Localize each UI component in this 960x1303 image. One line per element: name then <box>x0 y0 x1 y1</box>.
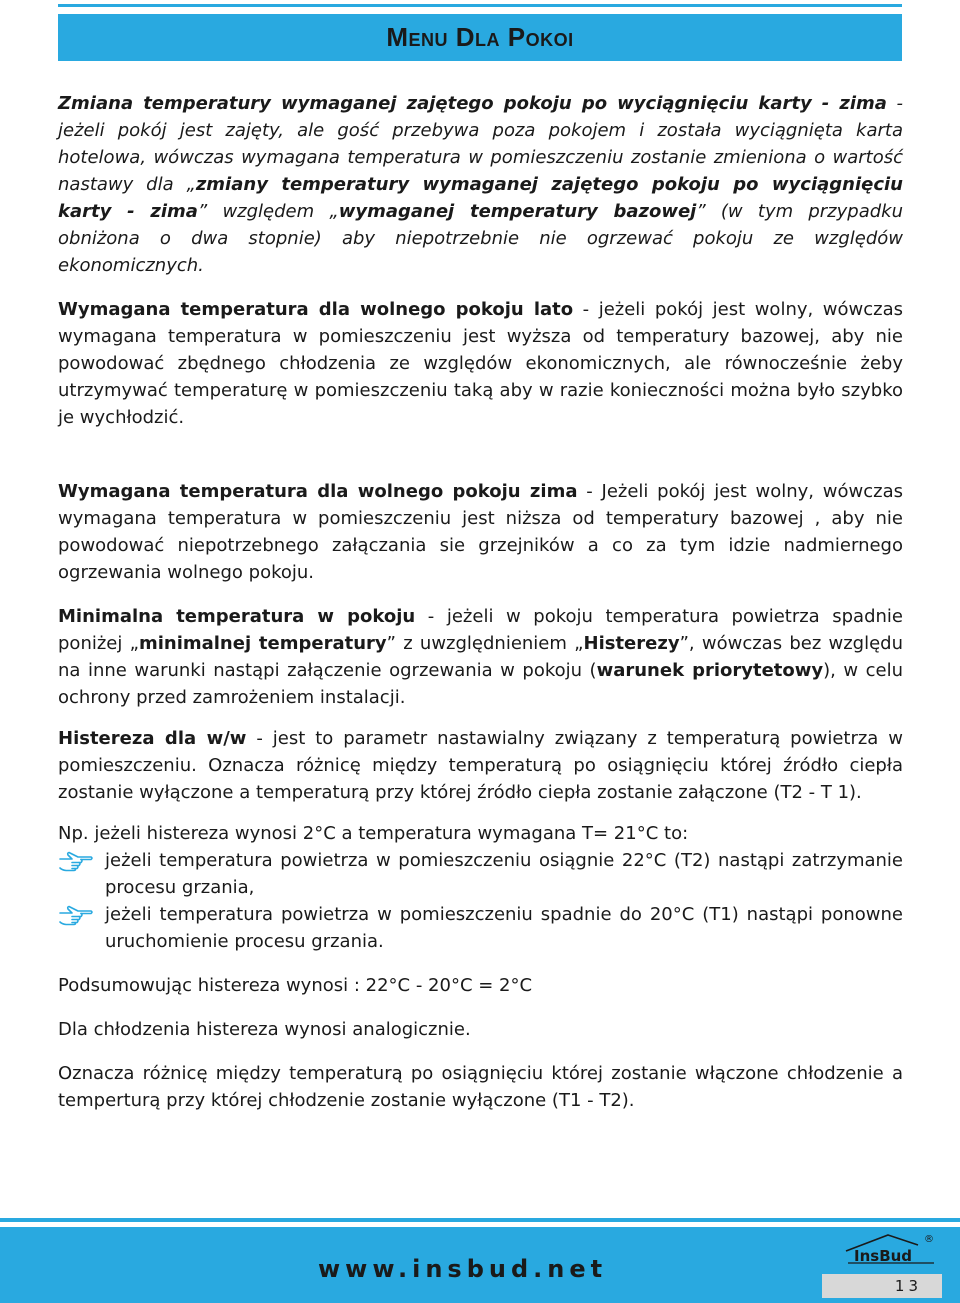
page-title: Menu Dla Pokoi <box>386 22 574 52</box>
page-number-box <box>822 1274 942 1298</box>
text: ” z uwzględnieniem „ <box>386 633 584 654</box>
title-bar <box>58 14 902 61</box>
term: Histerezy <box>583 633 680 654</box>
term: Wymagana temperatura dla wolnego pokoju zima <box>58 481 578 502</box>
text: - Jeżeli pokój jest wolny, wówczas wymagana temperatura w pomieszczeniu jest niższa od temperatury bazowej , aby nie powodować niepotrzebnego załączania sie grzejników a co za tym idzie nadmiernego ogrzewania wolnego pokoju. <box>58 481 903 583</box>
text: - jeżeli pokój jest wolny, wówczas wymagana temperatura w pomieszczeniu jest wyższa od temperatury bazowej, aby nie powodować zbędnego chłodzenia ze względów ekonomicznych, ale równocześnie żeby utrzymywać temperaturę w pomieszczeniu taką aby w razie konieczności można było szybko je wychłodzić. <box>58 299 903 428</box>
paragraph-min-temperature <box>58 603 903 711</box>
text: ” (w tym przypadku obniżona o dwa stopnie) aby niepotrzebnie nie ogrzewać pokoju ze względów ekonomicznych. <box>58 201 903 276</box>
bullet-item <box>58 847 903 901</box>
term: wymaganej temperatury bazowej <box>338 201 697 222</box>
footer-bar <box>0 1227 960 1303</box>
paragraph-free-winter <box>58 478 903 586</box>
paragraph-cooling-definition: Oznacza różnicę między temperaturą po osiągnięciu której zostanie włączone chłodzenie a temperturą przy której chłodzenie zostanie wyłączone (T1 - T2). <box>58 1063 903 1111</box>
paragraph-occupied-winter <box>58 90 903 279</box>
pointing-hand-icon <box>58 901 105 928</box>
text: ”, wówczas bez względu na inne warunki nastąpi załączenie ogrzewania w pokoju ( <box>58 633 904 681</box>
paragraph-free-summer <box>58 296 903 431</box>
term: Histereza dla w/w <box>58 728 247 749</box>
bullet-text: jeżeli temperatura powietrza w pomieszczeniu osiągnie 22°C (T2) nastąpi zatrzymanie procesu grzania, <box>105 850 903 898</box>
text: ” względem „ <box>197 201 339 222</box>
bullet-item <box>58 901 903 955</box>
paragraph-summary: Podsumowując histereza wynosi : 22°C - 20°C = 2°C <box>58 975 533 996</box>
website-link[interactable]: www.insbud.net <box>318 1255 608 1283</box>
paragraph-hysteresis <box>58 725 903 806</box>
text: - jest to parametr nastawialny związany z temperaturą powietrza w pomieszczeniu. Oznacza różnicę między temperaturą po osiągnięciu której źródło ciepła zostanie wyłączone a temperaturą przy której źródło ciepła zostanie załączone (T2 - T 1). <box>58 728 903 803</box>
term: Zmiana temperatury wymaganej zajętego pokoju po wyciągnięciu karty - zima <box>58 93 887 114</box>
term: Minimalna temperatura w pokoju <box>58 606 416 627</box>
paragraph-cooling: Dla chłodzenia histereza wynosi analogicznie. <box>58 1019 471 1040</box>
term: zmiany temperatury wymaganej zajętego pokoju po wyciągnięciu karty - zima <box>58 174 903 222</box>
term: minimalnej temperatury <box>138 633 387 654</box>
insbud-logo <box>842 1231 938 1271</box>
term: warunek priorytetowy <box>596 660 824 681</box>
document-body <box>58 90 903 1114</box>
text: - jeżeli pokój jest zajęty, ale gość przebywa poza pokojem i została wyciągnięta karta hotelowa, wówczas wymagana temperatura w pomieszczeniu zostanie zmieniona o wartość nastawy dla „ <box>58 93 903 195</box>
header-top-rule <box>58 4 902 7</box>
page-number: 13 <box>894 1277 922 1295</box>
pointing-hand-icon <box>58 847 105 874</box>
logo-text: InsBud <box>854 1247 913 1265</box>
bullet-text: jeżeli temperatura powietrza w pomieszczeniu spadnie do 20°C (T1) nastąpi ponowne uruchomienie procesu grzania. <box>105 904 903 952</box>
term: Wymagana temperatura dla wolnego pokoju lato <box>58 299 574 320</box>
text: ), w celu ochrony przed zamrożeniem instalacji. <box>58 660 904 708</box>
text: - jeżeli w pokoju temperatura powietrza spadnie poniżej „ <box>58 606 903 654</box>
paragraph-example: Np. jeżeli histereza wynosi 2°C a temperatura wymagana T= 21°C to: <box>58 823 689 844</box>
registered-mark: ® <box>924 1234 934 1245</box>
footer-top-rule <box>0 1218 960 1222</box>
